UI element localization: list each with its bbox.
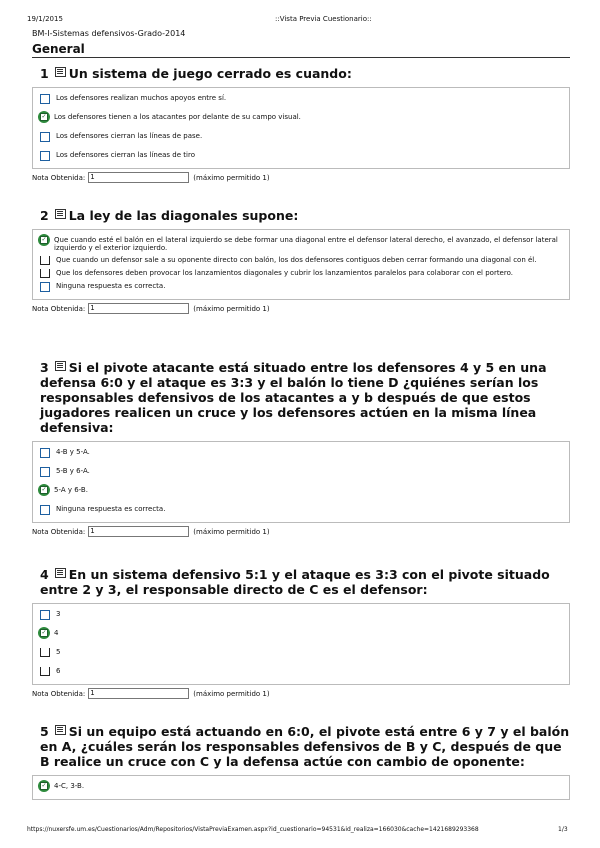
option-text: Que los defensores deben provocar los lanzamientos diagonales y cubrir los lanzamientos paralelos para colaborar con el portero.: [56, 269, 513, 277]
options-box: [32, 603, 570, 685]
checkbox-icon[interactable]: [40, 467, 50, 477]
question-title: [32, 360, 570, 435]
checkbox-icon[interactable]: [40, 448, 50, 458]
question-title: [32, 208, 570, 223]
footer-url: https://nuxersfe.um.es/Cuestionarios/Adm/Repositorios/VistaPreviaExamen.aspx?id_cuestionario=94531&id_realiza=166030&cache=1421689293368: [27, 826, 479, 833]
answer-option[interactable]: [37, 278, 565, 297]
answer-option[interactable]: [37, 265, 565, 278]
answer-option[interactable]: [37, 109, 565, 128]
option-text: 4-B y 5-A.: [56, 448, 90, 456]
question-2: [32, 208, 570, 314]
checkbox-icon[interactable]: [40, 648, 50, 657]
option-text: 4: [54, 629, 59, 637]
list-icon: [55, 209, 66, 219]
checked-icon[interactable]: ✓: [38, 627, 50, 639]
answer-option[interactable]: [37, 147, 565, 166]
checked-icon[interactable]: ✓: [38, 484, 50, 496]
option-text: Que cuando esté el balón en el lateral izquierdo se debe formar una diagonal entre el defensor lateral derecho, el avanzado, el defensor lateral izquierdo y el exterior izquierdo.: [54, 236, 558, 252]
footer-page-number: 1/3: [558, 826, 568, 833]
option-text: Que cuando un defensor sale a su oponente directo con balón, los dos defensores contiguos deben cerrar formando una diagonal con él.: [56, 256, 537, 264]
question-text: La ley de las diagonales supone:: [68, 208, 299, 223]
option-text: 5-A y 6-B.: [54, 486, 88, 494]
options-box: [32, 441, 570, 523]
score-input[interactable]: 1: [88, 526, 189, 537]
option-text: Los defensores tienen a los atacantes por delante de su campo visual.: [54, 113, 301, 121]
checkbox-icon[interactable]: [40, 151, 50, 161]
score-row: [32, 526, 570, 537]
checkbox-icon[interactable]: [40, 282, 50, 292]
question-number: 2: [40, 208, 49, 223]
option-text: 6: [56, 667, 61, 675]
question-text: Si un equipo está actuando en 6:0, el pivote está entre 6 y 7 y el balón en A, ¿cuáles serán los responsables defensivos de B y C, después de que B realice un cruce con C y la defensa actúe con cambio de oponente:: [40, 724, 570, 769]
options-box: [32, 87, 570, 169]
answer-option[interactable]: [37, 625, 565, 644]
question-number: 5: [40, 724, 49, 739]
score-input[interactable]: 1: [88, 303, 189, 314]
option-text: Ninguna respuesta es correcta.: [56, 282, 166, 290]
checkbox-icon[interactable]: [40, 667, 50, 676]
question-text: Un sistema de juego cerrado es cuando:: [68, 66, 352, 81]
option-text: 5: [56, 648, 61, 656]
score-row: [32, 688, 570, 699]
list-icon: [55, 361, 66, 371]
answer-option[interactable]: [37, 663, 565, 682]
answer-option[interactable]: [37, 482, 565, 501]
score-input[interactable]: 1: [88, 172, 189, 183]
option-text: Los defensores realizan muchos apoyos entre sí.: [56, 94, 227, 102]
score-row: [32, 303, 570, 314]
checkbox-icon[interactable]: [40, 94, 50, 104]
question-4: [32, 567, 570, 699]
max-label: (máximo permitido 1): [193, 527, 270, 536]
question-title: [32, 724, 570, 769]
max-label: (máximo permitido 1): [193, 689, 270, 698]
print-title: ::Vista Previa Cuestionario::: [275, 15, 372, 23]
question-number: 1: [40, 66, 49, 81]
list-icon: [55, 725, 66, 735]
option-text: Los defensores cierran las líneas de pase.: [56, 132, 203, 140]
print-date: 19/1/2015: [27, 15, 63, 23]
answer-option[interactable]: [37, 90, 565, 109]
answer-option[interactable]: [37, 444, 565, 463]
question-title: [32, 66, 570, 81]
score-label: Nota Obtenida:: [32, 304, 86, 313]
question-text: Si el pivote atacante está situado entre los defensores 4 y 5 en una defensa 6:0 y el ataque es 3:3 y el balón lo tiene D ¿quiénes serían los responsables defensivos de los atacantes a y b después de que estos jugadores realicen un cruce y los defensores actúen en la misma línea defensiva:: [40, 360, 547, 435]
answer-option[interactable]: [37, 252, 565, 265]
answer-option[interactable]: [37, 778, 565, 797]
checked-icon[interactable]: ✓: [38, 111, 50, 123]
section-title: General: [32, 42, 570, 58]
score-label: Nota Obtenida:: [32, 527, 86, 536]
list-icon: [55, 67, 66, 77]
question-number: 4: [40, 567, 49, 582]
option-text: Ninguna respuesta es correcta.: [56, 505, 166, 513]
checkbox-icon[interactable]: [40, 269, 50, 278]
option-text: 5-B y 6-A.: [56, 467, 90, 475]
max-label: (máximo permitido 1): [193, 304, 270, 313]
options-box: [32, 229, 570, 300]
score-input[interactable]: 1: [88, 688, 189, 699]
answer-option[interactable]: [37, 644, 565, 663]
checked-icon[interactable]: ✓: [38, 780, 50, 792]
checkbox-icon[interactable]: [40, 132, 50, 142]
question-number: 3: [40, 360, 49, 375]
options-box: [32, 775, 570, 800]
answer-option[interactable]: [37, 232, 565, 252]
question-title: [32, 567, 570, 597]
option-text: Los defensores cierran las líneas de tiro: [56, 151, 195, 159]
checkbox-icon[interactable]: [40, 256, 50, 265]
doc-subtitle: BM-I-Sistemas defensivos-Grado-2014: [32, 29, 186, 38]
answer-option[interactable]: [37, 501, 565, 520]
option-text: 3: [56, 610, 61, 618]
question-text: En un sistema defensivo 5:1 y el ataque es 3:3 con el pivote situado entre 2 y 3, el responsable directo de C es el defensor:: [40, 567, 550, 597]
max-label: (máximo permitido 1): [193, 173, 270, 182]
score-label: Nota Obtenida:: [32, 689, 86, 698]
answer-option[interactable]: [37, 128, 565, 147]
question-1: [32, 66, 570, 183]
checked-icon[interactable]: ✓: [38, 234, 50, 246]
option-text: 4-C, 3-B.: [54, 782, 85, 790]
answer-option[interactable]: [37, 606, 565, 625]
score-label: Nota Obtenida:: [32, 173, 86, 182]
checkbox-icon[interactable]: [40, 610, 50, 620]
question-5: [32, 724, 570, 800]
checkbox-icon[interactable]: [40, 505, 50, 515]
list-icon: [55, 568, 66, 578]
score-row: [32, 172, 570, 183]
answer-option[interactable]: [37, 463, 565, 482]
question-3: [32, 360, 570, 537]
